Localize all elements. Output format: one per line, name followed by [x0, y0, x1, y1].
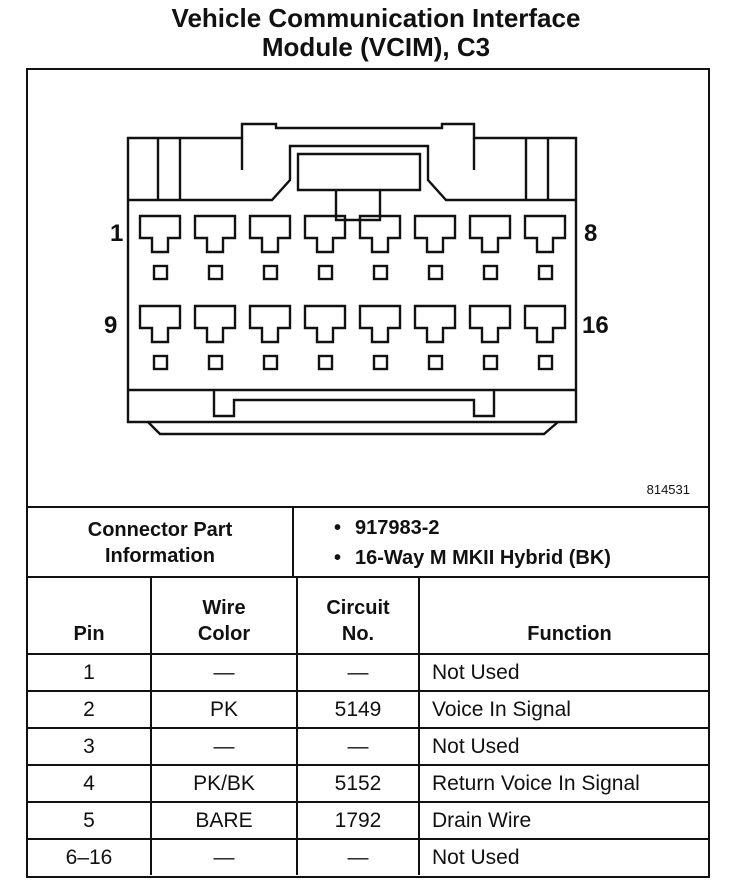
- header-wire-color: Wire Color: [151, 577, 297, 654]
- part-number: • 917983-2: [334, 513, 707, 543]
- terminal-cavity: [415, 306, 455, 342]
- terminal-cavity: [470, 306, 510, 342]
- pin-label-16: 16: [582, 312, 609, 339]
- cell-function: Not Used: [419, 654, 708, 691]
- terminal-lock: [154, 266, 167, 279]
- terminal-lock: [484, 356, 497, 369]
- terminal-lock: [374, 356, 387, 369]
- header-function: Function: [419, 577, 708, 654]
- table-row: [28, 728, 708, 765]
- cell-wire-color: PK: [151, 691, 297, 728]
- connector-sheet: [26, 68, 710, 878]
- terminal-cavity: [140, 306, 180, 342]
- table-row: [28, 691, 708, 728]
- connector-drawing: [28, 70, 708, 506]
- cell-circuit: —: [297, 654, 419, 691]
- cell-wire-color: —: [151, 839, 297, 875]
- terminal-lock: [539, 356, 552, 369]
- terminal-lock: [264, 356, 277, 369]
- terminal-cavity: [525, 216, 565, 252]
- cell-function: Not Used: [419, 839, 708, 875]
- cell-circuit: —: [297, 839, 419, 875]
- pinout-table: [28, 576, 708, 875]
- terminal-lock: [209, 266, 222, 279]
- terminal-cavity: [305, 306, 345, 342]
- connector-diagram: [28, 70, 708, 506]
- pin-label-1: 1: [110, 220, 124, 247]
- cell-wire-color: PK/BK: [151, 765, 297, 802]
- terminal-cavity: [140, 216, 180, 252]
- terminal-cavity: [415, 216, 455, 252]
- terminal-cavity: [250, 216, 290, 252]
- terminal-lock: [154, 356, 167, 369]
- connector-info-label-line2: Information: [105, 545, 215, 567]
- connector-info-values: [293, 507, 708, 578]
- pin-label-8: 8: [584, 220, 598, 247]
- cell-function: Voice In Signal: [419, 691, 708, 728]
- cell-wire-color: BARE: [151, 802, 297, 839]
- cell-circuit: 1792: [297, 802, 419, 839]
- cell-pin: 2: [28, 691, 151, 728]
- terminal-lock: [539, 266, 552, 279]
- connector-info-table: [28, 506, 708, 578]
- table-row: [28, 839, 708, 875]
- terminal-lock: [374, 266, 387, 279]
- cell-circuit: —: [297, 728, 419, 765]
- terminal-cavity: [195, 306, 235, 342]
- terminal-cavity: [525, 306, 565, 342]
- cell-function: Return Voice In Signal: [419, 765, 708, 802]
- terminal-lock: [319, 266, 332, 279]
- figure-number: 814531: [646, 482, 690, 497]
- cell-function: Drain Wire: [419, 802, 708, 839]
- terminal-lock: [209, 356, 222, 369]
- table-row: [28, 765, 708, 802]
- cell-wire-color: —: [151, 728, 297, 765]
- connector-description: • 16-Way M MKII Hybrid (BK): [334, 543, 707, 573]
- cell-pin: 1: [28, 654, 151, 691]
- terminal-cavity: [250, 306, 290, 342]
- terminal-lock: [429, 266, 442, 279]
- cell-wire-color: —: [151, 654, 297, 691]
- terminal-lock: [264, 266, 277, 279]
- terminal-lock: [429, 356, 442, 369]
- cell-circuit: 5149: [297, 691, 419, 728]
- header-circuit: Circuit No.: [297, 577, 419, 654]
- pin-label-9: 9: [104, 312, 118, 339]
- header-pin: Pin: [28, 577, 151, 654]
- terminal-cavity: [470, 216, 510, 252]
- terminal-cavity: [195, 216, 235, 252]
- cell-pin: 5: [28, 802, 151, 839]
- connector-info-label-line1: Connector Part: [87, 519, 233, 541]
- terminal-cavity: [360, 216, 400, 252]
- page-title: Vehicle Communication Interface: [171, 3, 581, 33]
- table-row: [28, 802, 708, 839]
- cell-pin: 6–16: [28, 839, 151, 875]
- terminal-cavity: [305, 216, 345, 252]
- terminal-cavity: [360, 306, 400, 342]
- cell-circuit: 5152: [297, 765, 419, 802]
- connector-info-label: [28, 507, 293, 578]
- cell-function: Not Used: [419, 728, 708, 765]
- page-subtitle: Module (VCIM), C3: [261, 32, 491, 62]
- cell-pin: 4: [28, 765, 151, 802]
- terminal-lock: [484, 266, 497, 279]
- terminal-lock: [319, 356, 332, 369]
- table-row: [28, 654, 708, 691]
- cell-pin: 3: [28, 728, 151, 765]
